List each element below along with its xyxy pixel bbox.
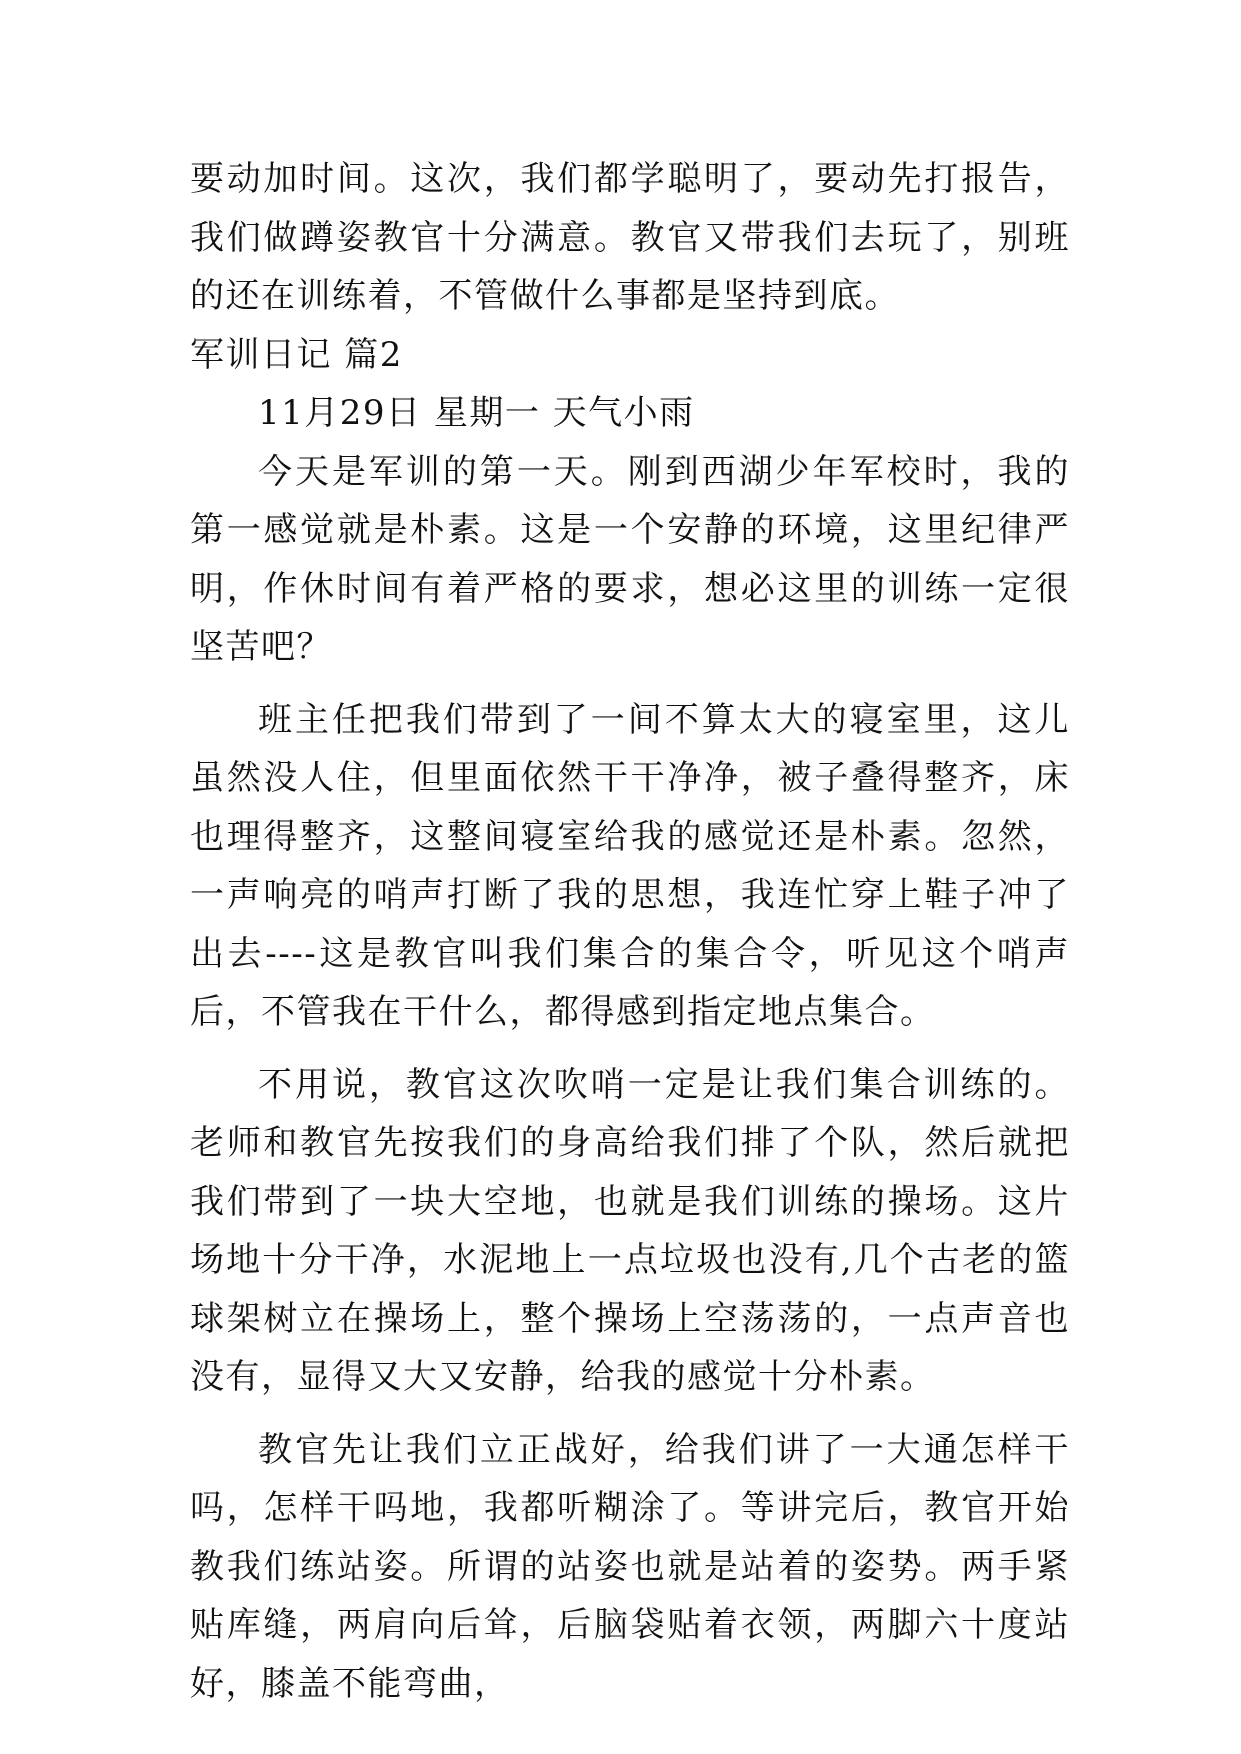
body-paragraph-1: 今天是军训的第一天。刚到西湖少年军校时，我的第一感觉就是朴素。这是一个安静的环境，这里纪律严明，作休时间有着严格的要求，想必这里的训练一定很坚苦吧？ (190, 451, 1070, 667)
body-paragraph-4: 教官先让我们立正战好，给我们讲了一大通怎样干吗，怎样干吗地，我都听糊涂了。等讲完后，教官开始教我们练站姿。所谓的站姿也就是站着的姿势。两手紧贴库缝，两肩向后耸，后脑袋贴着衣领，两脚六十度站好，膝盖不能弯曲， (190, 1429, 1070, 1704)
body-paragraph-3: 不用说，教官这次吹哨一定是让我们集合训练的。老师和教官先按我们的身高给我们排了个队，然后就把我们带到了一块大空地，也就是我们训练的操场。这片场地十分干净，水泥地上一点垃圾也没有,几个古老的篮球架树立在操场上，整个操场上空荡荡的，一点声音也没有，显得又大又安静，给我的感觉十分朴素。 (190, 1064, 1070, 1397)
body-paragraph-2: 班主任把我们带到了一间不算太大的寝室里，这儿虽然没人住，但里面依然干干净净，被子叠得整齐，床也理得整齐，这整间寝室给我的感觉还是朴素。忽然，一声响亮的哨声打断了我的思想，我连忙穿上鞋子冲了出去----这是教官叫我们集合的集合令，听见这个哨声后，不管我在干什么，都得感到指定地点集合。 (190, 699, 1070, 1032)
diary-dateline: 11月29日 星期一 天气小雨 (258, 393, 695, 433)
document-page (190, 150, 1070, 1713)
continuation-paragraph: 要动加时间。这次，我们都学聪明了，要动先打报告，我们做蹲姿教官十分满意。教官又带我们去玩了，别班的还在训练着，不管做什么事都是坚持到底。 (190, 159, 1070, 316)
section-title: 军训日记 篇2 (190, 334, 403, 375)
